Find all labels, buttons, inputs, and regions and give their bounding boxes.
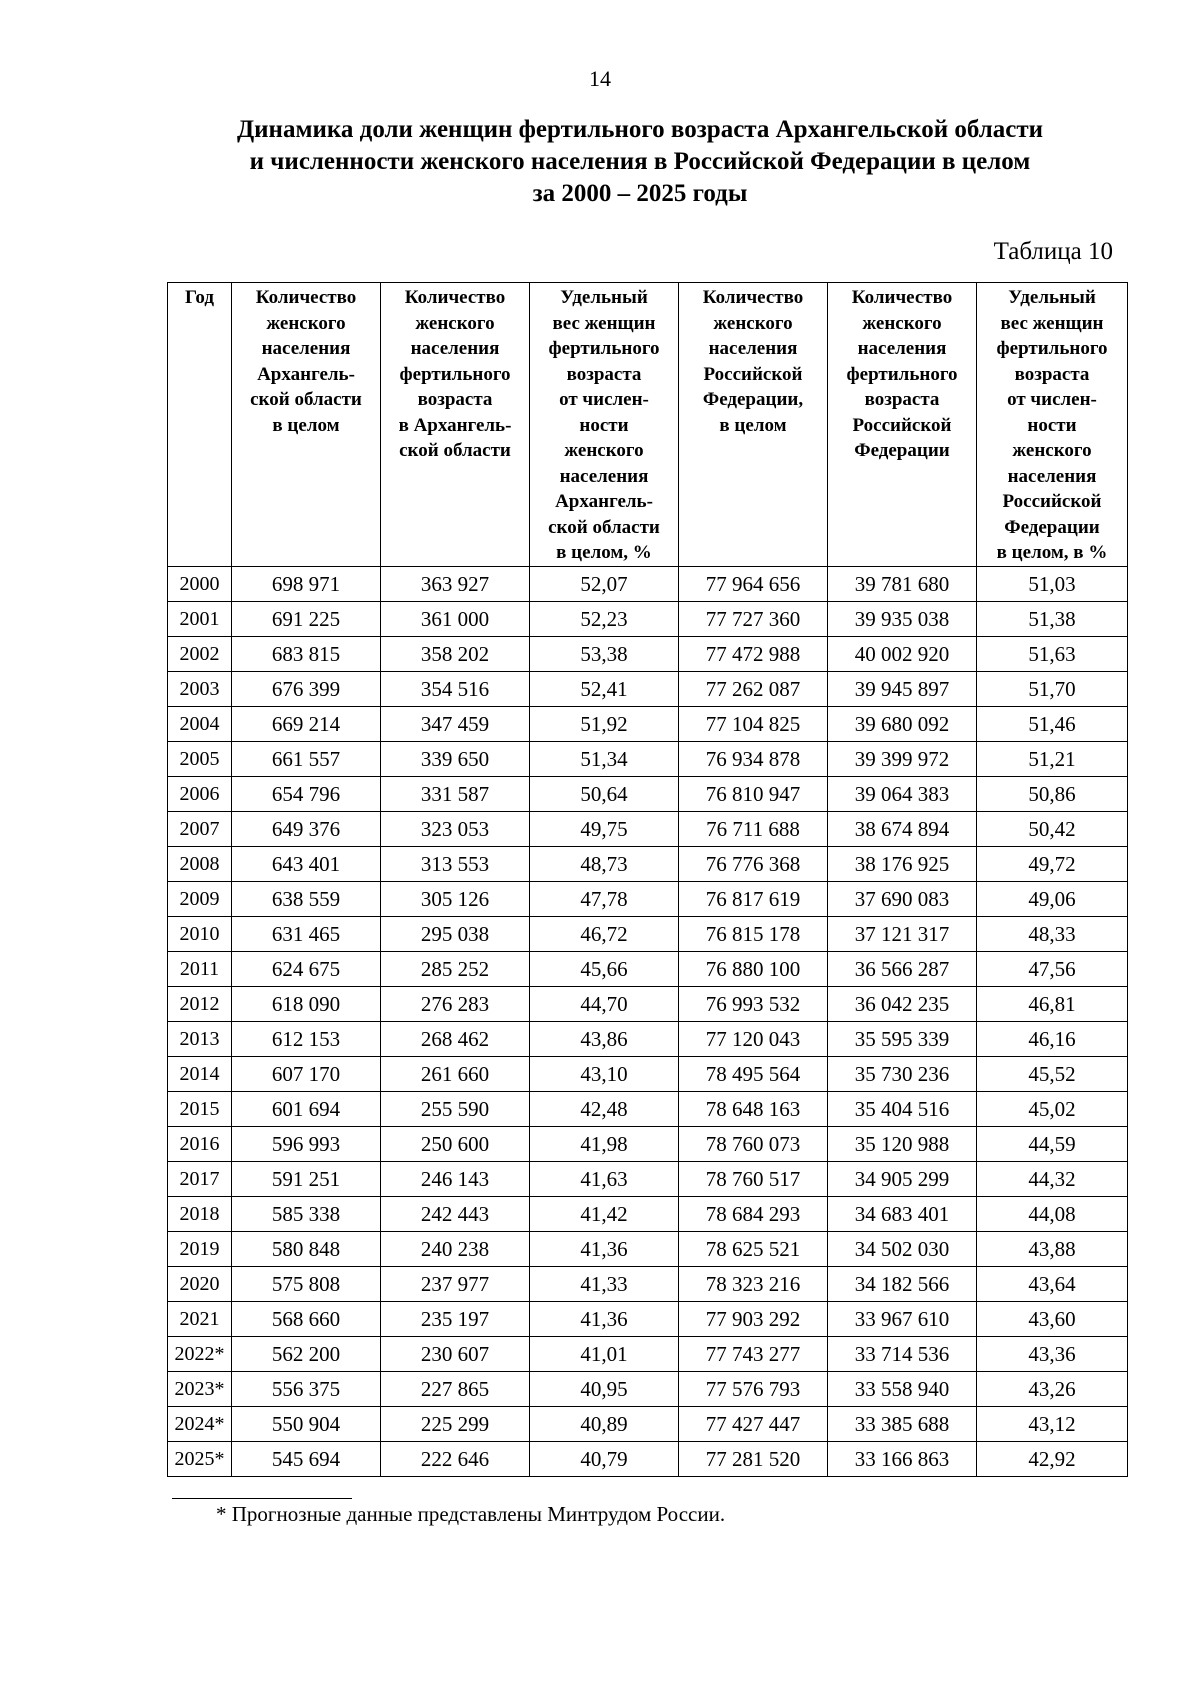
value-cell: 44,59 [977,1126,1128,1161]
value-cell: 43,26 [977,1371,1128,1406]
value-cell: 562 200 [232,1336,381,1371]
year-cell: 2011 [168,951,232,986]
header-row [168,283,1128,567]
value-cell: 339 650 [381,741,530,776]
value-cell: 40,95 [530,1371,679,1406]
value-cell: 654 796 [232,776,381,811]
value-cell: 43,60 [977,1301,1128,1336]
value-cell: 683 815 [232,636,381,671]
column-header-1 [232,283,381,567]
column-header-line: фертильного [846,363,958,385]
table-row [168,1021,1128,1056]
value-cell: 580 848 [232,1231,381,1266]
year-cell: 2014 [168,1056,232,1091]
table-row [168,811,1128,846]
value-cell: 676 399 [232,671,381,706]
year-cell: 2004 [168,706,232,741]
table-row [168,776,1128,811]
year-cell: 2001 [168,601,232,636]
column-header-line: населения [410,338,500,359]
value-cell: 40,79 [530,1441,679,1476]
value-cell: 49,72 [977,846,1128,881]
table-row [168,1266,1128,1301]
column-header-line: населения [857,338,947,359]
value-cell: 612 153 [232,1021,381,1056]
column-header-line: ности [579,414,629,436]
value-cell: 255 590 [381,1091,530,1126]
value-cell: 53,38 [530,636,679,671]
table-row [168,1406,1128,1441]
value-cell: 354 516 [381,671,530,706]
value-cell: 261 660 [381,1056,530,1091]
column-header-line: Количество [404,287,506,308]
value-cell: 268 462 [381,1021,530,1056]
footnote-divider [172,1498,352,1499]
value-cell: 52,41 [530,671,679,706]
value-cell: 39 680 092 [828,706,977,741]
column-header-line: Федерации [1004,516,1100,538]
value-cell: 39 945 897 [828,671,977,706]
value-cell: 240 238 [381,1231,530,1266]
column-header-line: возраста [566,363,642,385]
value-cell: 295 038 [381,916,530,951]
value-cell: 43,36 [977,1336,1128,1371]
table-row [168,916,1128,951]
column-header-line: Федерации, [702,389,804,410]
column-header-line: фертильного [399,363,511,385]
value-cell: 250 600 [381,1126,530,1161]
value-cell: 34 905 299 [828,1161,977,1196]
value-cell: 51,70 [977,671,1128,706]
value-cell: 41,33 [530,1266,679,1301]
table-caption: Таблица 10 [993,238,1113,265]
column-header-0 [168,283,232,567]
year-cell: 2008 [168,846,232,881]
value-cell: 698 971 [232,566,381,601]
year-cell: 2016 [168,1126,232,1161]
value-cell: 44,70 [530,986,679,1021]
value-cell: 52,07 [530,566,679,601]
title-line-1: Динамика доли женщин фертильного возраста Архангельской области [236,116,1044,143]
value-cell: 591 251 [232,1161,381,1196]
column-header-line: женского [266,312,346,334]
value-cell: 50,86 [977,776,1128,811]
value-cell: 77 472 988 [679,636,828,671]
table-row [168,1056,1128,1091]
value-cell: 33 166 863 [828,1441,977,1476]
value-cell: 47,56 [977,951,1128,986]
column-header-3 [530,283,679,567]
value-cell: 41,01 [530,1336,679,1371]
value-cell: 545 694 [232,1441,381,1476]
value-cell: 47,78 [530,881,679,916]
value-cell: 76 993 532 [679,986,828,1021]
value-cell: 607 170 [232,1056,381,1091]
column-header-line: ской области [250,389,362,410]
value-cell: 41,36 [530,1231,679,1266]
table-row [168,741,1128,776]
value-cell: 40 002 920 [828,636,977,671]
value-cell: 50,42 [977,811,1128,846]
table-row [168,636,1128,671]
value-cell: 585 338 [232,1196,381,1231]
value-cell: 42,48 [530,1091,679,1126]
value-cell: 568 660 [232,1301,381,1336]
column-header-line: вес женщин [552,312,656,334]
value-cell: 50,64 [530,776,679,811]
table-row [168,1161,1128,1196]
value-cell: 43,10 [530,1056,679,1091]
year-cell: 2023* [168,1371,232,1406]
column-header-line: Год [185,287,214,308]
column-header-line: женского [862,312,942,334]
column-header-line: возраста [1014,363,1090,385]
value-cell: 48,73 [530,846,679,881]
column-header-4 [679,283,828,567]
document-title [150,114,1130,210]
year-cell: 2015 [168,1091,232,1126]
column-header-line: населения [1007,465,1097,487]
value-cell: 78 760 517 [679,1161,828,1196]
data-table [167,282,1128,1477]
year-cell: 2005 [168,741,232,776]
value-cell: 246 143 [381,1161,530,1196]
column-header-line: ской области [548,516,660,538]
value-cell: 78 648 163 [679,1091,828,1126]
value-cell: 78 625 521 [679,1231,828,1266]
value-cell: 43,86 [530,1021,679,1056]
year-cell: 2024* [168,1406,232,1441]
value-cell: 38 674 894 [828,811,977,846]
value-cell: 305 126 [381,881,530,916]
year-cell: 2020 [168,1266,232,1301]
value-cell: 78 323 216 [679,1266,828,1301]
value-cell: 51,46 [977,706,1128,741]
year-cell: 2013 [168,1021,232,1056]
value-cell: 638 559 [232,881,381,916]
value-cell: 77 727 360 [679,601,828,636]
column-header-line: фертильного [548,338,660,359]
value-cell: 41,63 [530,1161,679,1196]
value-cell: 361 000 [381,601,530,636]
value-cell: 77 903 292 [679,1301,828,1336]
table-row [168,986,1128,1021]
value-cell: 276 283 [381,986,530,1021]
column-header-line: в Архангель- [398,414,512,436]
value-cell: 649 376 [232,811,381,846]
value-cell: 45,66 [530,951,679,986]
value-cell: 39 935 038 [828,601,977,636]
column-header-line: Архангель- [257,363,355,385]
value-cell: 76 810 947 [679,776,828,811]
column-header-line: женского [564,440,644,461]
value-cell: 43,64 [977,1266,1128,1301]
value-cell: 643 401 [232,846,381,881]
column-header-line: вес женщин [1000,312,1104,334]
column-header-line: Российской [703,363,803,385]
value-cell: 285 252 [381,951,530,986]
column-header-line: в целом [719,414,787,436]
year-cell: 2002 [168,636,232,671]
column-header-line: Федерации [854,440,950,461]
value-cell: 51,38 [977,601,1128,636]
table-row [168,1371,1128,1406]
value-cell: 35 404 516 [828,1091,977,1126]
year-cell: 2025* [168,1441,232,1476]
value-cell: 48,33 [977,916,1128,951]
value-cell: 43,88 [977,1231,1128,1266]
column-header-line: Российской [1002,491,1102,512]
page-number: 14 [589,66,611,91]
column-header-line: фертильного [996,338,1108,359]
value-cell: 76 934 878 [679,741,828,776]
column-header-line: населения [261,338,351,359]
column-header-line: Количество [851,287,953,308]
value-cell: 46,72 [530,916,679,951]
value-cell: 618 090 [232,986,381,1021]
table-row [168,1336,1128,1371]
table-row [168,951,1128,986]
value-cell: 45,02 [977,1091,1128,1126]
value-cell: 51,92 [530,706,679,741]
table-row [168,1091,1128,1126]
column-header-line: ской области [399,440,511,461]
column-header-line: от числен- [559,389,649,410]
value-cell: 37 690 083 [828,881,977,916]
value-cell: 33 558 940 [828,1371,977,1406]
value-cell: 37 121 317 [828,916,977,951]
table-row [168,1126,1128,1161]
value-cell: 76 817 619 [679,881,828,916]
value-cell: 33 714 536 [828,1336,977,1371]
value-cell: 556 375 [232,1371,381,1406]
value-cell: 51,63 [977,636,1128,671]
column-header-line: Количество [255,287,357,308]
value-cell: 51,34 [530,741,679,776]
value-cell: 77 576 793 [679,1371,828,1406]
year-cell: 2012 [168,986,232,1021]
value-cell: 237 977 [381,1266,530,1301]
column-header-line: Количество [702,287,804,308]
value-cell: 323 053 [381,811,530,846]
column-header-line: в целом, в % [996,542,1108,563]
value-cell: 77 964 656 [679,566,828,601]
value-cell: 313 553 [381,846,530,881]
table-row [168,881,1128,916]
value-cell: 78 684 293 [679,1196,828,1231]
column-header-line: женского [415,312,495,334]
title-line-2: и численности женского населения в Российской Федерации в целом [249,148,1031,175]
value-cell: 35 730 236 [828,1056,977,1091]
value-cell: 242 443 [381,1196,530,1231]
year-cell: 2006 [168,776,232,811]
value-cell: 44,08 [977,1196,1128,1231]
column-header-line: в целом, % [556,542,652,563]
value-cell: 76 711 688 [679,811,828,846]
value-cell: 43,12 [977,1406,1128,1441]
value-cell: 77 262 087 [679,671,828,706]
value-cell: 575 808 [232,1266,381,1301]
column-header-2 [381,283,530,567]
value-cell: 44,32 [977,1161,1128,1196]
year-cell: 2017 [168,1161,232,1196]
value-cell: 601 694 [232,1091,381,1126]
table-row [168,601,1128,636]
value-cell: 40,89 [530,1406,679,1441]
footnote: * Прогнозные данные представлены Минтрудом России. [216,1502,726,1526]
table-row [168,1441,1128,1476]
value-cell: 34 182 566 [828,1266,977,1301]
value-cell: 41,36 [530,1301,679,1336]
year-cell: 2003 [168,671,232,706]
column-header-line: возраста [417,389,493,410]
value-cell: 41,42 [530,1196,679,1231]
table-row [168,1231,1128,1266]
value-cell: 78 495 564 [679,1056,828,1091]
value-cell: 35 595 339 [828,1021,977,1056]
table-row [168,1196,1128,1231]
value-cell: 631 465 [232,916,381,951]
table-row [168,846,1128,881]
table-row [168,671,1128,706]
year-cell: 2018 [168,1196,232,1231]
value-cell: 52,23 [530,601,679,636]
value-cell: 230 607 [381,1336,530,1371]
value-cell: 347 459 [381,706,530,741]
column-header-line: возраста [864,389,940,410]
value-cell: 225 299 [381,1406,530,1441]
table-body [168,566,1128,1476]
value-cell: 669 214 [232,706,381,741]
year-cell: 2021 [168,1301,232,1336]
value-cell: 77 427 447 [679,1406,828,1441]
year-cell: 2000 [168,566,232,601]
column-header-line: населения [559,465,649,487]
value-cell: 36 042 235 [828,986,977,1021]
value-cell: 49,75 [530,811,679,846]
column-header-6 [977,283,1128,567]
value-cell: 45,52 [977,1056,1128,1091]
value-cell: 38 176 925 [828,846,977,881]
column-header-line: женского [1012,440,1092,461]
year-cell: 2007 [168,811,232,846]
value-cell: 363 927 [381,566,530,601]
value-cell: 34 502 030 [828,1231,977,1266]
value-cell: 33 967 610 [828,1301,977,1336]
value-cell: 76 776 368 [679,846,828,881]
value-cell: 331 587 [381,776,530,811]
column-header-line: населения [708,338,798,359]
value-cell: 51,03 [977,566,1128,601]
value-cell: 222 646 [381,1441,530,1476]
year-cell: 2009 [168,881,232,916]
table-row [168,566,1128,601]
value-cell: 358 202 [381,636,530,671]
table-row [168,1301,1128,1336]
value-cell: 227 865 [381,1371,530,1406]
value-cell: 691 225 [232,601,381,636]
column-header-line: от числен- [1007,389,1097,410]
column-header-line: ности [1027,414,1077,436]
value-cell: 624 675 [232,951,381,986]
value-cell: 39 399 972 [828,741,977,776]
column-header-5 [828,283,977,567]
value-cell: 36 566 287 [828,951,977,986]
value-cell: 34 683 401 [828,1196,977,1231]
value-cell: 661 557 [232,741,381,776]
year-cell: 2010 [168,916,232,951]
value-cell: 77 281 520 [679,1441,828,1476]
column-header-line: женского [713,312,793,334]
value-cell: 76 880 100 [679,951,828,986]
table-row [168,706,1128,741]
column-header-line: в целом [272,414,340,436]
year-cell: 2019 [168,1231,232,1266]
column-header-line: Российской [852,414,952,436]
value-cell: 51,21 [977,741,1128,776]
value-cell: 78 760 073 [679,1126,828,1161]
value-cell: 42,92 [977,1441,1128,1476]
value-cell: 550 904 [232,1406,381,1441]
value-cell: 49,06 [977,881,1128,916]
value-cell: 77 120 043 [679,1021,828,1056]
value-cell: 77 743 277 [679,1336,828,1371]
column-header-line: Удельный [560,287,648,308]
value-cell: 596 993 [232,1126,381,1161]
value-cell: 76 815 178 [679,916,828,951]
value-cell: 39 064 383 [828,776,977,811]
value-cell: 33 385 688 [828,1406,977,1441]
column-header-line: Архангель- [555,491,653,512]
year-cell: 2022* [168,1336,232,1371]
value-cell: 41,98 [530,1126,679,1161]
value-cell: 46,81 [977,986,1128,1021]
value-cell: 77 104 825 [679,706,828,741]
value-cell: 46,16 [977,1021,1128,1056]
value-cell: 35 120 988 [828,1126,977,1161]
value-cell: 39 781 680 [828,566,977,601]
title-line-3: за 2000 – 2025 годы [532,180,748,207]
value-cell: 235 197 [381,1301,530,1336]
column-header-line: Удельный [1008,287,1096,308]
